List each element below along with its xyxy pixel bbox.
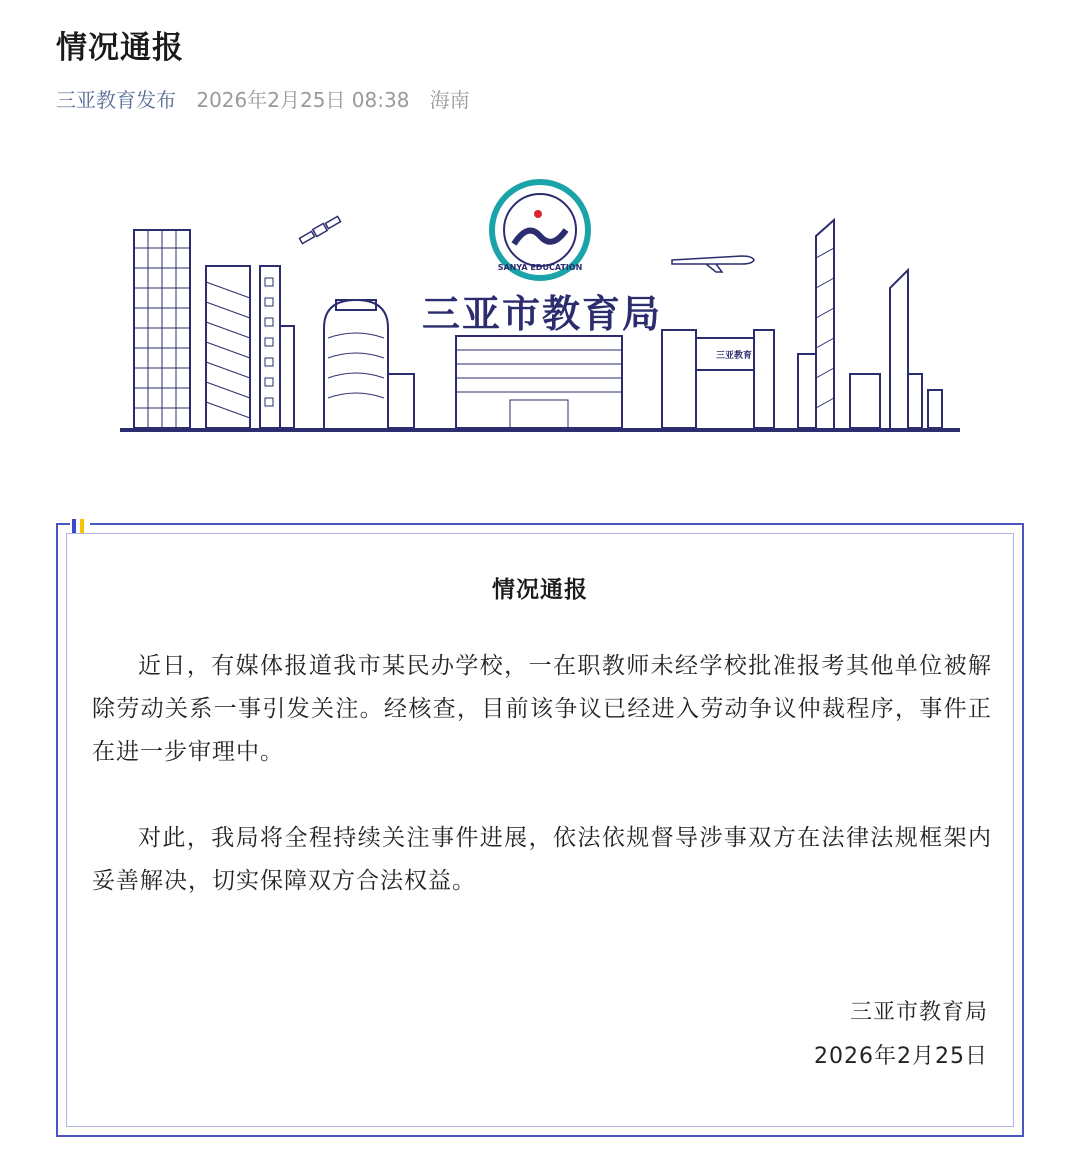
signature-org: 三亚市教育局 bbox=[849, 1000, 988, 1025]
notice-heading: 情况通报 bbox=[492, 577, 588, 603]
article-title: 情况通报 bbox=[56, 30, 184, 66]
publish-location: 海南 bbox=[429, 88, 470, 112]
publish-date: 2026年2月25日 08:38 bbox=[196, 88, 410, 112]
gate-sign-text: 三亚教育 bbox=[716, 351, 753, 361]
notice-paragraph-2: 对此，我局将全程持续关注事件进展，依法依规督导涉事双方在法律法规框架内妥善解决，切实保障双方合法权益。 bbox=[92, 825, 992, 894]
notice-paragraph-1: 近日，有媒体报道我市某民办学校，一在职教师未经学校批准报考其他单位被解除劳动关系一事引发关注。经核查，目前该争议已经进入劳动争议仲裁程序，事件正在进一步审理中。 bbox=[92, 653, 992, 765]
corner-decoration bbox=[70, 519, 90, 533]
banner-title: 三亚市教育局 bbox=[422, 292, 663, 336]
account-link[interactable]: 三亚教育发布 bbox=[56, 88, 176, 112]
notice-frame bbox=[56, 523, 1024, 1137]
signature-date: 2026年2月25日 bbox=[814, 1044, 988, 1069]
article-meta bbox=[56, 84, 470, 113]
logo-text: SANYA EDUCATION bbox=[497, 263, 583, 272]
